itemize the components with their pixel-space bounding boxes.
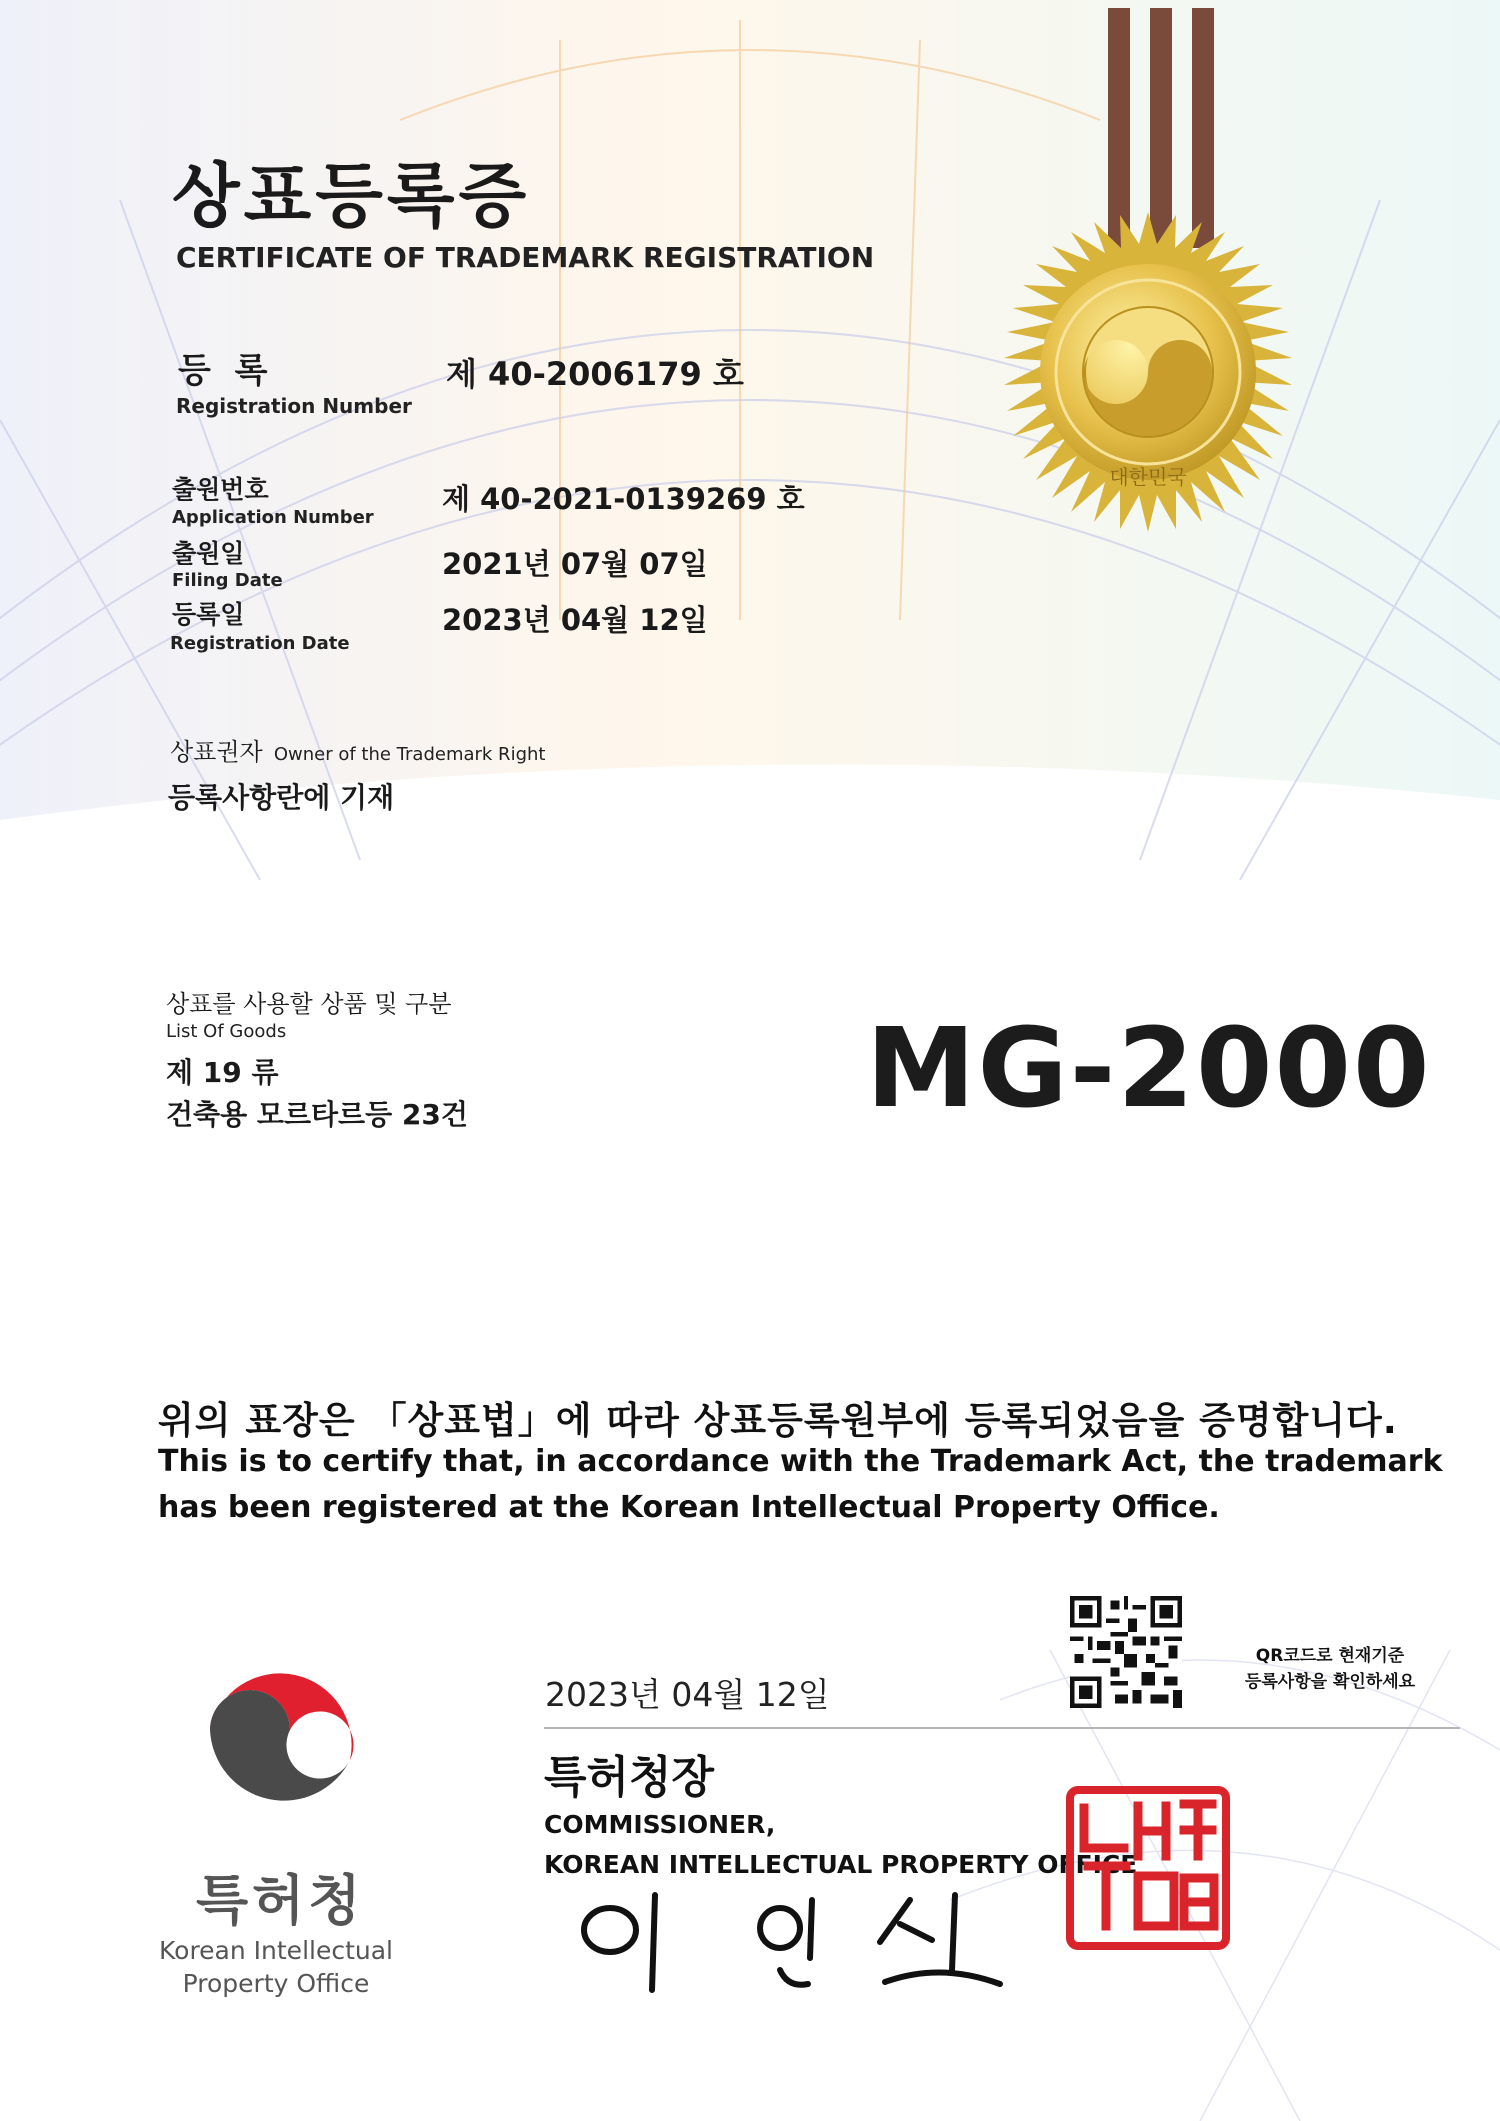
goods-class: 제 19 류 bbox=[166, 1056, 279, 1089]
certification-statement-en-line1: This is to certify that, in accordance with the Trademark Act, the trademark bbox=[158, 1444, 1443, 1479]
filing-label-en: Filing Date bbox=[172, 570, 283, 591]
goods-label-en: List Of Goods bbox=[166, 1021, 287, 1042]
certification-statement-en-line2: has been registered at the Korean Intellectual Property Office. bbox=[158, 1490, 1220, 1525]
office-name-en-line2: Property Office bbox=[182, 1969, 370, 1998]
certificate-title-korean: 상표등록증 bbox=[172, 155, 531, 237]
commissioner-title-en-line2: KOREAN INTELLECTUAL PROPERTY OFFICE bbox=[544, 1850, 1138, 1879]
filing-label-ko: 출원일 bbox=[172, 539, 245, 568]
official-stamp bbox=[1066, 1786, 1230, 1950]
registration-label-en: Registration Number bbox=[176, 394, 412, 418]
application-number: 제 40-2021-0139269 호 bbox=[442, 482, 805, 516]
qr-note-line2: 등록사항을 확인하세요 bbox=[1244, 1672, 1416, 1692]
registration-date-label-ko: 등록일 bbox=[172, 600, 245, 629]
goods-label-ko: 상표를 사용할 상품 및 구분 bbox=[166, 990, 452, 1018]
goods-items: 건축용 모르타르등 23건 bbox=[166, 1098, 468, 1131]
commissioner-title-ko: 특허청장 bbox=[544, 1752, 715, 1803]
owner-label-ko: 상표권자 bbox=[170, 738, 263, 766]
certification-statement-ko: 위의 표장은 「상표법」에 따라 상표등록원부에 등록되었음을 증명합니다. bbox=[158, 1399, 1398, 1442]
signature-rule bbox=[544, 1727, 1460, 1729]
qr-code-icon[interactable] bbox=[1070, 1596, 1182, 1708]
application-label-en: Application Number bbox=[172, 507, 374, 528]
registration-number: 제 40-2006179 호 bbox=[446, 355, 744, 393]
issue-date: 2023년 04월 12일 bbox=[545, 1675, 830, 1714]
registration-date-label-en: Registration Date bbox=[170, 633, 350, 654]
owner-label-en: Owner of the Trademark Right bbox=[273, 744, 546, 765]
qr-note-line1: QR코드로 현재기준 bbox=[1255, 1646, 1405, 1666]
commissioner-title-en-line1: COMMISSIONER, bbox=[544, 1810, 776, 1839]
trademark-name: MG-2000 bbox=[866, 1004, 1432, 1132]
commissioner-signature bbox=[560, 1880, 1020, 2000]
filing-date: 2021년 07월 07일 bbox=[442, 547, 708, 581]
kipo-logo-icon bbox=[190, 1660, 366, 1836]
registration-date: 2023년 04월 12일 bbox=[442, 603, 708, 637]
office-name-ko: 특허청 bbox=[196, 1869, 365, 1932]
office-name-en-line1: Korean Intellectual bbox=[159, 1936, 393, 1965]
owner-label bbox=[170, 732, 545, 767]
seal-text: 대한민국 bbox=[1109, 465, 1187, 489]
registration-label-ko: 등 록 bbox=[178, 351, 274, 391]
certificate-title-english: CERTIFICATE OF TRADEMARK REGISTRATION bbox=[176, 241, 875, 274]
application-label-ko: 출원번호 bbox=[172, 475, 269, 504]
owner-value: 등록사항란에 기재 bbox=[168, 781, 395, 814]
seal-ribbon bbox=[1108, 8, 1214, 248]
